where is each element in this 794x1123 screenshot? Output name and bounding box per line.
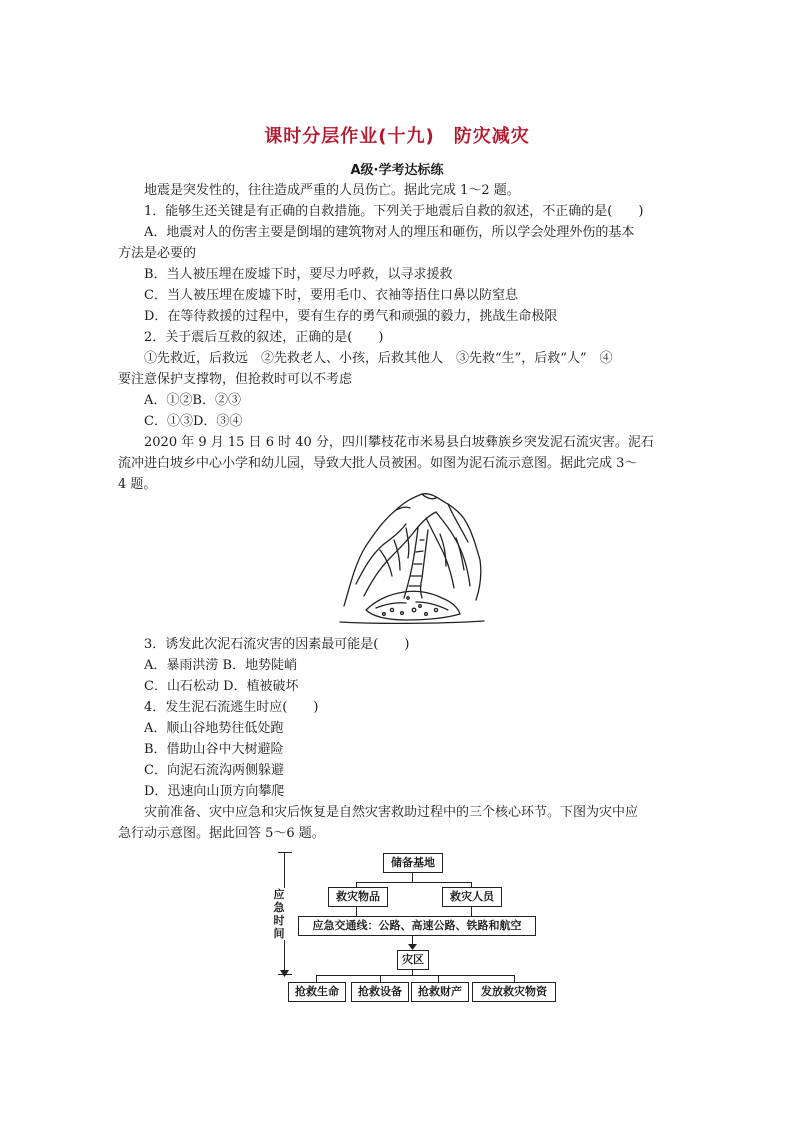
relief-staff-box: 救灾人员 bbox=[442, 887, 502, 907]
distribute-supplies-box: 发放救灾物资 bbox=[472, 982, 556, 1002]
question-1-option-b: B．当人被压埋在废墟下时，要尽力呼救，以寻求援救 bbox=[144, 267, 453, 282]
question-4-option-a: A．顺山谷地势往低处跑 bbox=[144, 721, 284, 736]
question-3-options-ab: A．暴雨洪涝 B．地势陡峭 bbox=[144, 658, 298, 673]
question-1-stem: 1．能够生还关键是有正确的自救措施。下列关于地震后自救的叙述，不正确的是( ) bbox=[144, 204, 644, 219]
question-1-option-a: A．地震对人的伤害主要是倒塌的建筑物对人的埋压和砸伤，所以学会处理外伤的基本 bbox=[144, 225, 635, 240]
connector bbox=[356, 906, 357, 916]
emergency-flow-diagram bbox=[268, 848, 568, 1008]
question-3-options-cd: C．山石松动 D．植被破坏 bbox=[144, 679, 299, 694]
intro-paragraph-3-cont: 急行动示意图。据此回答 5～6 题。 bbox=[118, 826, 325, 841]
page-title: 课时分层作业(十九) 防灾减灾 bbox=[264, 126, 530, 147]
question-4-option-b: B．借助山谷中大树避险 bbox=[144, 742, 284, 757]
question-4-option-d: D．迅速向山顶方向攀爬 bbox=[144, 784, 285, 799]
question-2-items-cont: 要注意保护支撑物，但抢救时可以不考虑 bbox=[118, 372, 353, 387]
save-property-box: 抢救财产 bbox=[411, 982, 469, 1002]
connector bbox=[438, 975, 439, 982]
save-equipment-box: 抢救设备 bbox=[351, 982, 409, 1002]
question-2-options-cd: C．①③D．③④ bbox=[144, 414, 243, 429]
questions-part2 bbox=[118, 634, 678, 844]
axis-arrow-icon bbox=[280, 970, 289, 978]
intro-paragraph-2-end: 4 题。 bbox=[118, 477, 157, 492]
debris-flow-illustration bbox=[336, 488, 488, 626]
question-3-stem: 3．诱发此次泥石流灾害的因素最可能是( ) bbox=[144, 637, 410, 652]
connector bbox=[316, 975, 317, 982]
connector bbox=[356, 882, 471, 883]
intro-paragraph-2-cont: 流冲进白坡乡中心小学和幼儿园，导致大批人员被困。如图为泥石流示意图。据此完成 3～ bbox=[118, 456, 638, 471]
save-lives-box: 抢救生命 bbox=[288, 982, 346, 1002]
intro-paragraph: 地震是突发性的，往往造成严重的人员伤亡。据此完成 1～2 题。 bbox=[144, 183, 520, 198]
intro-paragraph-3: 灾前准备、灾中应急和灾后恢复是自然灾害救助过程中的三个核心环节。下图为灾中应 bbox=[144, 805, 639, 820]
connector bbox=[514, 975, 515, 982]
questions-part1 bbox=[118, 180, 678, 495]
connector bbox=[471, 906, 472, 916]
intro-paragraph-2: 2020 年 9 月 15 日 6 时 40 分，四川攀枝花市米易县白坡彝族乡突发泥石流灾害。泥石 bbox=[144, 435, 654, 450]
time-axis-label: 应急时间 bbox=[273, 888, 285, 940]
question-1-option-a-cont: 方法是必要的 bbox=[118, 246, 197, 261]
question-2-items: ①先救近，后救远 ②先救老人、小孩，后救其他人 ③先救“生”，后救“人” ④ bbox=[144, 351, 613, 366]
axis-top-tick bbox=[278, 852, 292, 853]
connector bbox=[412, 872, 413, 882]
question-2-stem: 2．关于震后互救的叙述，正确的是( ) bbox=[144, 330, 384, 345]
relief-goods-box: 救灾物品 bbox=[328, 887, 388, 907]
question-4-stem: 4．发生泥石流逃生时应( ) bbox=[144, 700, 319, 715]
connector bbox=[316, 975, 514, 976]
question-1-option-d: D．在等待救援的过程中，要有生存的勇气和顽强的毅力，挑战生命极限 bbox=[144, 309, 558, 324]
disaster-area-box: 灾区 bbox=[397, 950, 429, 970]
connector bbox=[380, 975, 381, 982]
storage-base-box: 储备基地 bbox=[383, 853, 443, 873]
question-4-option-c: C．向泥石流沟两侧躲避 bbox=[144, 763, 284, 778]
section-heading: A级·学考达标练 bbox=[350, 163, 444, 178]
question-2-options-ab: A．①②B．②③ bbox=[144, 393, 241, 408]
emergency-transport-box: 应急交通线：公路、高速公路、铁路和航空 bbox=[298, 916, 536, 936]
question-1-option-c: C．当人被压埋在废墟下时，要用毛巾、衣袖等捂住口鼻以防窒息 bbox=[144, 288, 518, 303]
